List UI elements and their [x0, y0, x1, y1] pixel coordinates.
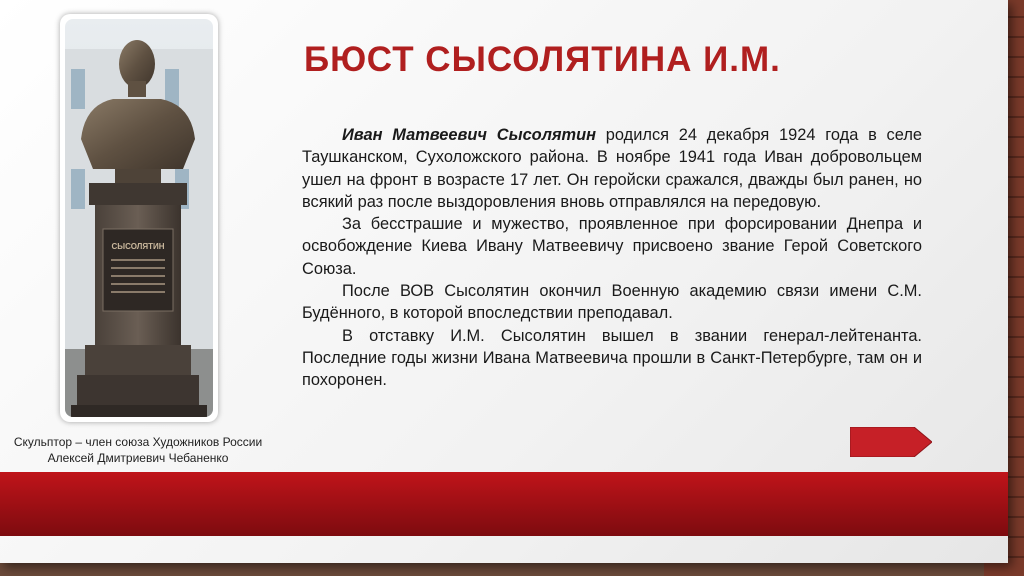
paragraph-4: В отставку И.М. Сысолятин вышел в звании генерал-лейтенанта. Последние годы жизни Ивана Матвеевича прошли в Санкт-Петербурге, там он и похоронен.: [302, 326, 922, 390]
right-arrow-icon: [850, 427, 932, 457]
slide-title: БЮСТ СЫСОЛЯТИНА И.М.: [304, 40, 781, 79]
paragraph-3: После ВОВ Сысолятин окончил Военную академию связи имени С.М. Будённого, в которой впоследствии преподавал.: [302, 282, 922, 323]
paragraph-1-text: родился 24 декабря 1924 года в селе Таушканском, Сухоложского района. В ноябре 1941 года Иван добровольцем ушел на фронт в возрасте 17 лет. Он геройски сражался, дважды был ранен, но всякий раз после выздоровления вновь отправлялся на передовую.: [302, 126, 922, 211]
biography-text: [302, 124, 922, 392]
paragraph-1: [302, 124, 922, 213]
paragraph-2: За бесстрашие и мужество, проявленное при форсировании Днепра и освобождение Киева Ивану Матвеевичу присвоено звание Герой Советского Союза.: [302, 215, 922, 278]
paragraph-1-lead-name: Иван Матвеевич Сысолятин: [342, 126, 597, 144]
sculptor-caption: [0, 434, 276, 466]
plaque-name: СЫСОЛЯТИН: [111, 242, 165, 251]
caption-line-1: Скульптор – член союза Художников России: [13, 435, 263, 449]
caption-line-2: Алексей Дмитриевич Чебаненко: [47, 451, 229, 465]
photo-frame: [60, 14, 218, 422]
bottom-red-band: [0, 472, 1008, 536]
bust-illustration: [65, 19, 213, 417]
bust-photo: [65, 19, 213, 417]
next-slide-button[interactable]: [850, 427, 932, 457]
